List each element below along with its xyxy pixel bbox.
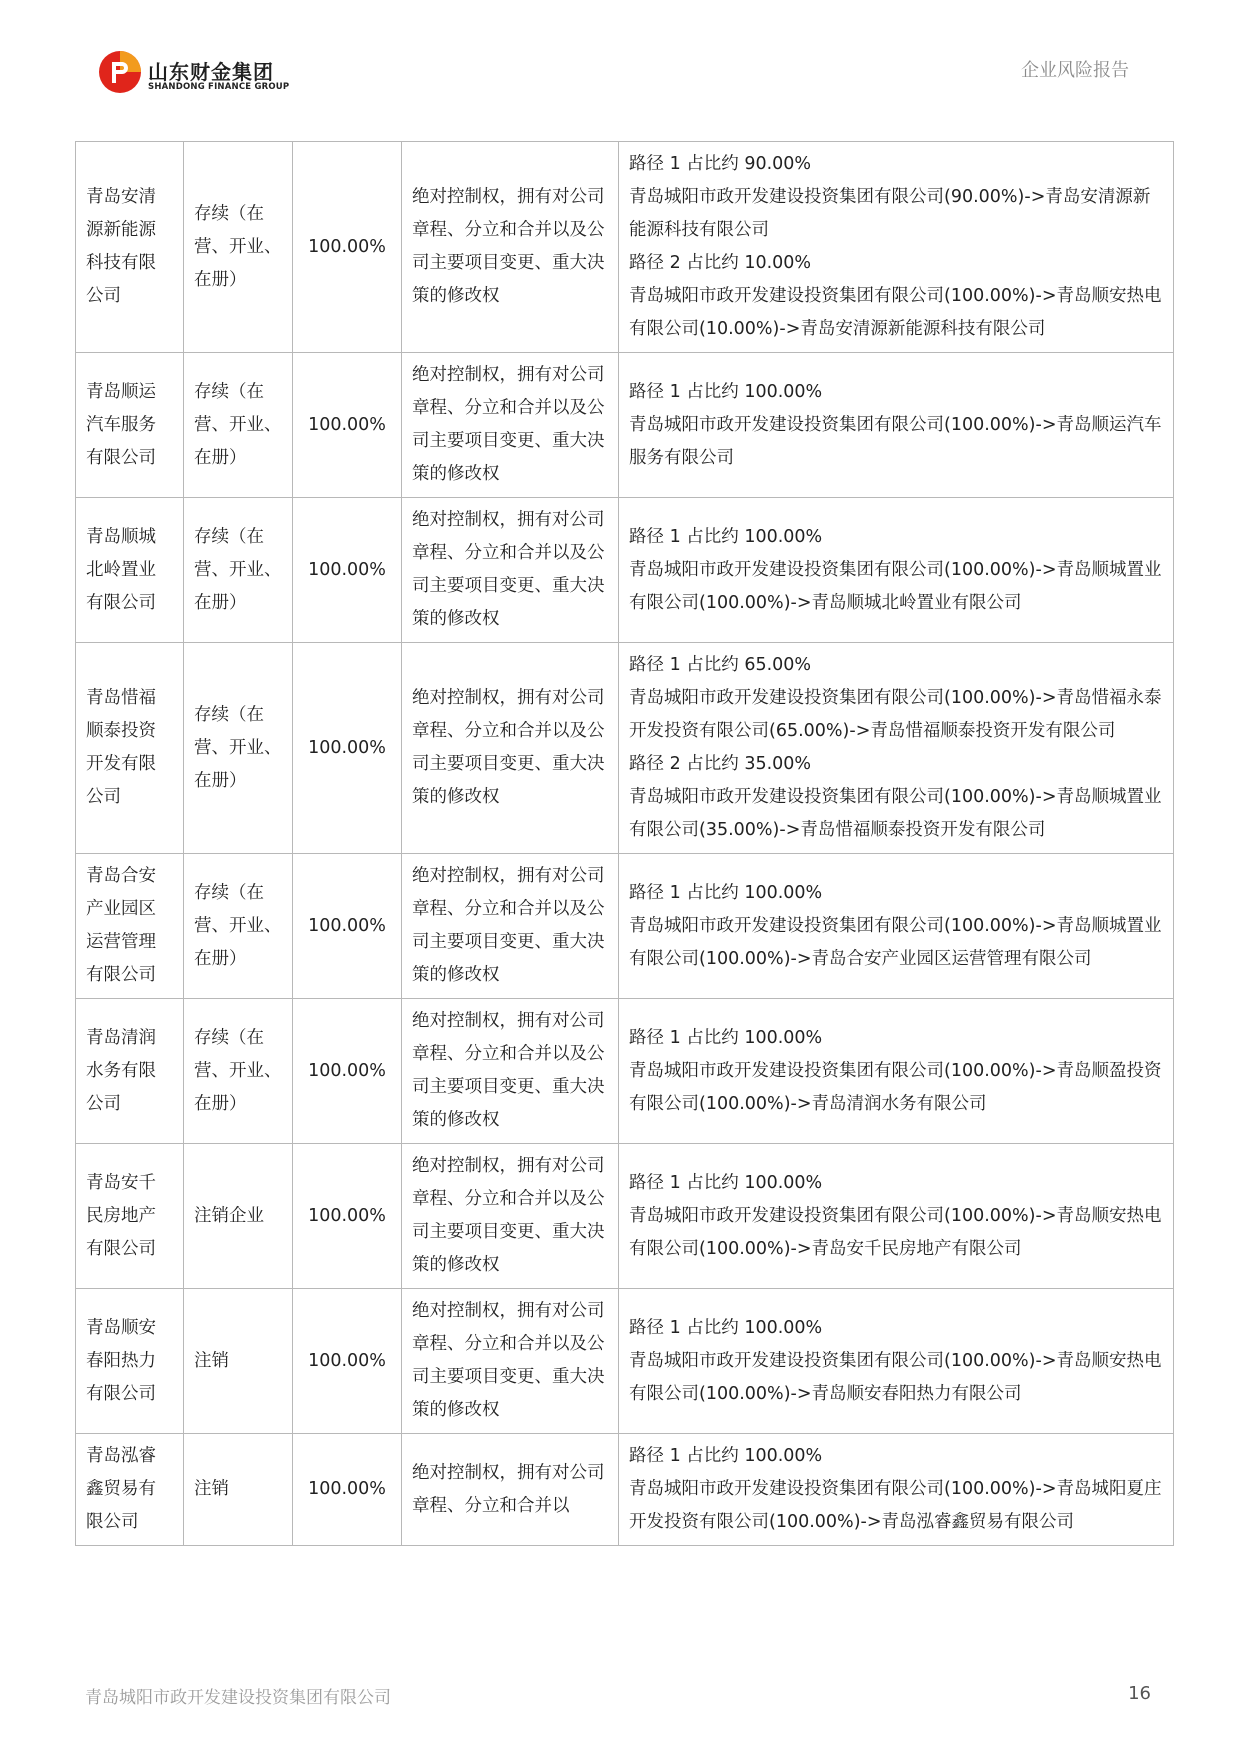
status-cell: 注销 (184, 1289, 293, 1434)
control-cell: 绝对控制权，拥有对公司章程、分立和合并以及公司主要项目变更、重大决策的修改权 (402, 643, 619, 854)
control-path-line: 青岛城阳市政开发建设投资集团有限公司(100.00%)->青岛顺城置业有限公司(100.00%)->青岛顺城北岭置业有限公司 (629, 559, 1162, 613)
control-path-line: 路径 1 占比约 100.00% (629, 1027, 823, 1048)
control-path-cell (619, 1289, 1174, 1434)
company-name-cell: 青岛泓睿鑫贸易有限公司 (76, 1434, 184, 1546)
ratio-cell: 100.00% (293, 1289, 402, 1434)
table-row (76, 1289, 1174, 1434)
company-name-cell: 青岛合安产业园区运营管理有限公司 (76, 854, 184, 999)
ratio-cell: 100.00% (293, 999, 402, 1144)
control-path-cell (619, 353, 1174, 498)
table-row (76, 353, 1174, 498)
control-path-line: 路径 1 占比约 65.00% (629, 655, 812, 675)
control-path-cell (619, 643, 1174, 854)
logo-text-cn: 山东财金集团 (148, 60, 274, 84)
control-cell: 绝对控制权，拥有对公司章程、分立和合并以及公司主要项目变更、重大决策的修改权 (402, 498, 619, 643)
control-path-line: 路径 1 占比约 100.00% (629, 526, 823, 547)
control-path-line: 路径 1 占比约 90.00% (629, 154, 812, 174)
control-path-line: 路径 2 占比约 10.00% (629, 253, 812, 273)
table-row (76, 498, 1174, 643)
ratio-cell: 100.00% (293, 643, 402, 854)
company-logo (98, 50, 358, 96)
control-cell: 绝对控制权，拥有对公司章程、分立和合并以及公司主要项目变更、重大决策的修改权 (402, 854, 619, 999)
ratio-cell: 100.00% (293, 498, 402, 643)
status-cell: 注销企业 (184, 1144, 293, 1289)
table-row (76, 1144, 1174, 1289)
company-name-cell: 青岛顺运汽车服务有限公司 (76, 353, 184, 498)
control-cell: 绝对控制权，拥有对公司章程、分立和合并以及公司主要项目变更、重大决策的修改权 (402, 1144, 619, 1289)
subsidiary-control-table (75, 141, 1174, 1546)
logo-mark-icon (98, 50, 142, 94)
company-name-cell: 青岛惜福顺泰投资开发有限公司 (76, 643, 184, 854)
table-row (76, 643, 1174, 854)
company-name-cell: 青岛顺安春阳热力有限公司 (76, 1289, 184, 1434)
control-path-line: 路径 1 占比约 100.00% (629, 1172, 823, 1193)
control-path-cell (619, 999, 1174, 1144)
control-path-line: 青岛城阳市政开发建设投资集团有限公司(100.00%)->青岛顺盈投资有限公司(100.00%)->青岛清润水务有限公司 (629, 1060, 1162, 1114)
ratio-cell: 100.00% (293, 353, 402, 498)
table-row (76, 999, 1174, 1144)
status-cell: 存续（在营、开业、在册） (184, 498, 293, 643)
table-row (76, 142, 1174, 353)
ratio-cell: 100.00% (293, 142, 402, 353)
control-path-line: 路径 1 占比约 100.00% (629, 882, 823, 903)
control-path-cell (619, 142, 1174, 353)
page-number: 16 (1128, 1683, 1151, 1704)
company-name-cell: 青岛顺城北岭置业有限公司 (76, 498, 184, 643)
control-path-cell (619, 498, 1174, 643)
control-path-cell (619, 1144, 1174, 1289)
control-path-line: 路径 1 占比约 100.00% (629, 381, 823, 402)
control-path-line: 青岛城阳市政开发建设投资集团有限公司(100.00%)->青岛惜福永泰开发投资有限公司(65.00%)->青岛惜福顺泰投资开发有限公司 (629, 688, 1162, 741)
control-cell: 绝对控制权，拥有对公司章程、分立和合并以及公司主要项目变更、重大决策的修改权 (402, 999, 619, 1144)
control-path-line: 青岛城阳市政开发建设投资集团有限公司(100.00%)->青岛城阳夏庄开发投资有限公司(100.00%)->青岛泓睿鑫贸易有限公司 (629, 1479, 1162, 1532)
report-label: 企业风险报告 (1021, 60, 1129, 81)
ratio-cell: 100.00% (293, 854, 402, 999)
control-path-line: 路径 2 占比约 35.00% (629, 754, 812, 774)
ratio-cell: 100.00% (293, 1434, 402, 1546)
control-path-line: 青岛城阳市政开发建设投资集团有限公司(100.00%)->青岛顺城置业有限公司(35.00%)->青岛惜福顺泰投资开发有限公司 (629, 787, 1162, 840)
table-body (76, 142, 1174, 1546)
logo-text-en: SHANDONG FINANCE GROUP (148, 82, 290, 92)
control-path-line: 青岛城阳市政开发建设投资集团有限公司(100.00%)->青岛顺城置业有限公司(100.00%)->青岛合安产业园区运营管理有限公司 (629, 915, 1162, 969)
control-path-line: 青岛城阳市政开发建设投资集团有限公司(90.00%)->青岛安清源新能源科技有限公司 (629, 187, 1151, 240)
control-path-line: 路径 1 占比约 100.00% (629, 1317, 823, 1338)
control-path-line: 青岛城阳市政开发建设投资集团有限公司(100.00%)->青岛顺运汽车服务有限公司 (629, 414, 1162, 468)
control-path-line: 青岛城阳市政开发建设投资集团有限公司(100.00%)->青岛顺安热电有限公司(10.00%)->青岛安清源新能源科技有限公司 (629, 286, 1162, 339)
control-cell: 绝对控制权，拥有对公司章程、分立和合并以 (402, 1434, 619, 1546)
status-cell: 注销 (184, 1434, 293, 1546)
status-cell: 存续（在营、开业、在册） (184, 643, 293, 854)
page-header (0, 0, 1241, 120)
table-row (76, 854, 1174, 999)
status-cell: 存续（在营、开业、在册） (184, 854, 293, 999)
ratio-cell: 100.00% (293, 1144, 402, 1289)
control-path-cell (619, 1434, 1174, 1546)
control-cell: 绝对控制权，拥有对公司章程、分立和合并以及公司主要项目变更、重大决策的修改权 (402, 1289, 619, 1434)
status-cell: 存续（在营、开业、在册） (184, 353, 293, 498)
control-path-cell (619, 854, 1174, 999)
company-name-cell: 青岛安清源新能源科技有限公司 (76, 142, 184, 353)
control-path-line: 青岛城阳市政开发建设投资集团有限公司(100.00%)->青岛顺安热电有限公司(100.00%)->青岛安千民房地产有限公司 (629, 1205, 1162, 1259)
control-cell: 绝对控制权，拥有对公司章程、分立和合并以及公司主要项目变更、重大决策的修改权 (402, 142, 619, 353)
footer-company: 青岛城阳市政开发建设投资集团有限公司 (85, 1688, 391, 1708)
control-path-line: 青岛城阳市政开发建设投资集团有限公司(100.00%)->青岛顺安热电有限公司(100.00%)->青岛顺安春阳热力有限公司 (629, 1350, 1162, 1404)
control-cell: 绝对控制权，拥有对公司章程、分立和合并以及公司主要项目变更、重大决策的修改权 (402, 353, 619, 498)
table-row (76, 1434, 1174, 1546)
status-cell: 存续（在营、开业、在册） (184, 999, 293, 1144)
company-name-cell: 青岛清润水务有限公司 (76, 999, 184, 1144)
status-cell: 存续（在营、开业、在册） (184, 142, 293, 353)
company-name-cell: 青岛安千民房地产有限公司 (76, 1144, 184, 1289)
control-path-line: 路径 1 占比约 100.00% (629, 1446, 823, 1466)
